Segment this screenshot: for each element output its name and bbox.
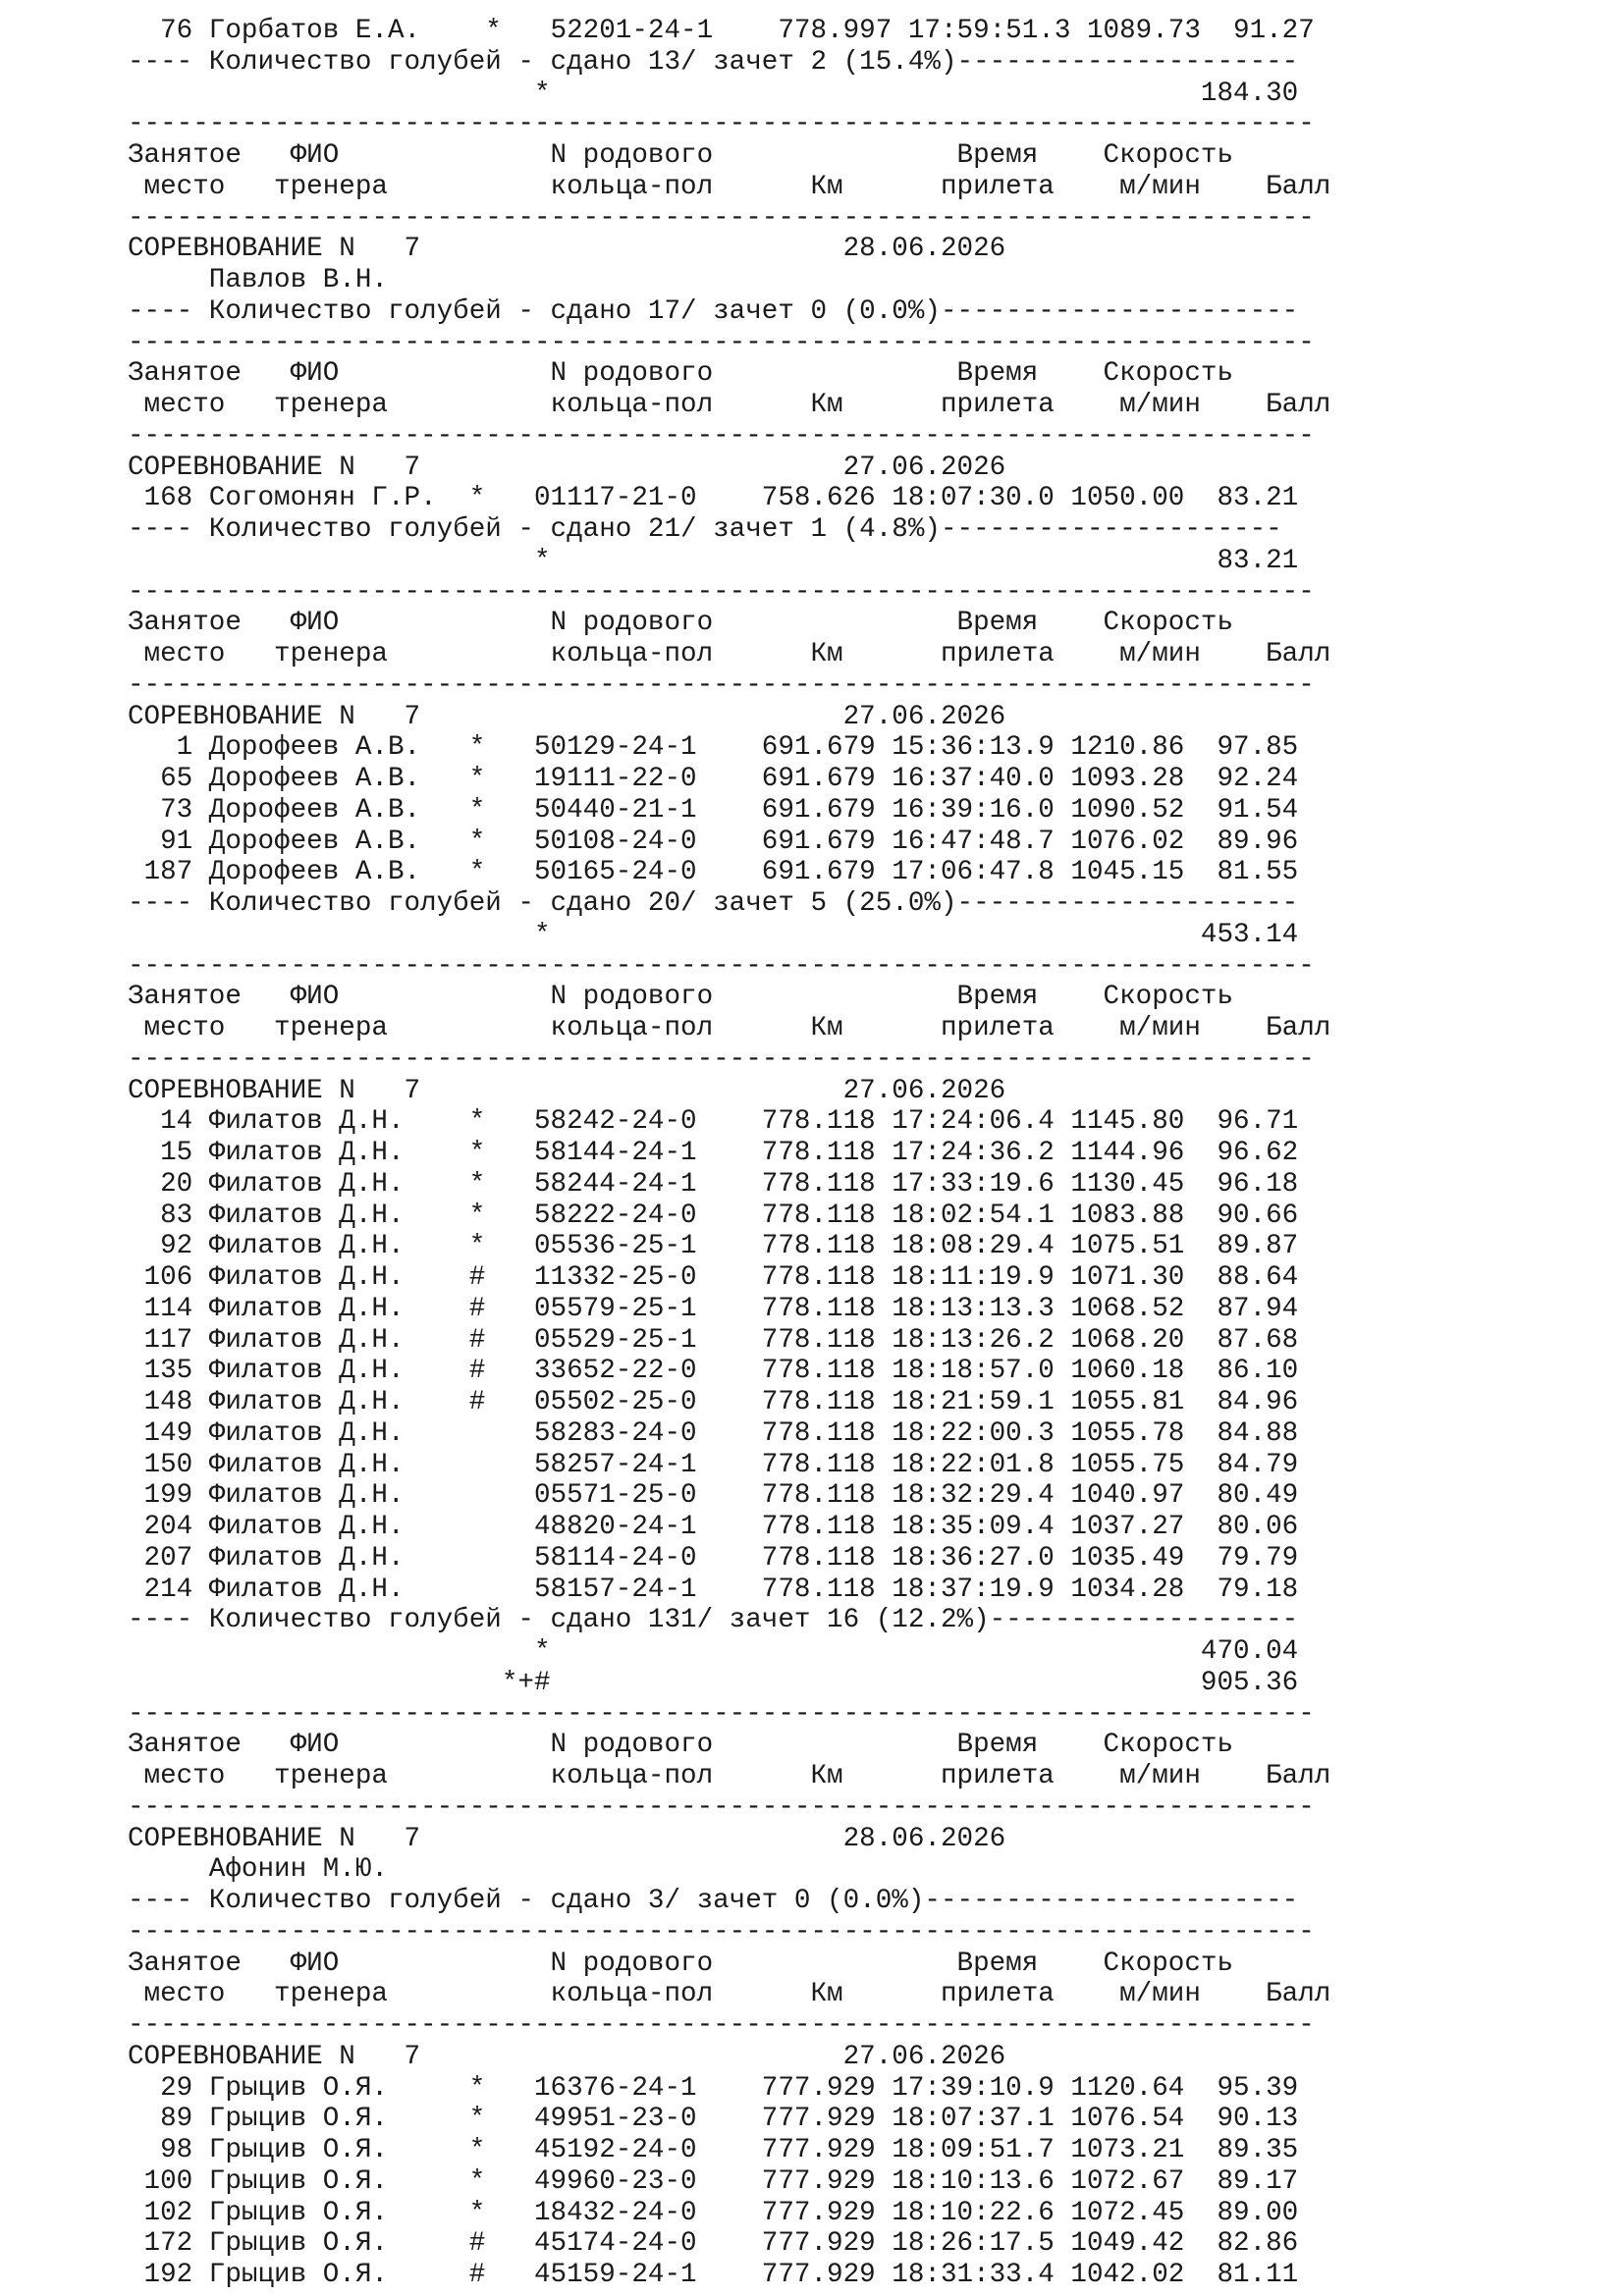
competition-header: СОРЕВНОВАНИЕ N 7 27.06.2026 — [128, 1075, 1006, 1106]
result-row: 65 Дорофеев А.В. * 19111-22-0 691.679 16:37:40.0 1093.28 92.24 — [128, 764, 1299, 794]
pigeon-count-summary: ---- Количество голубей - сдано 13/ зачет 2 (15.4%)--------------------- — [128, 46, 1299, 78]
column-header: Занятое ФИО N родового Время Скорость — [128, 982, 1234, 1013]
points-total: * 83.21 — [128, 545, 1299, 576]
competition-header: СОРЕВНОВАНИЕ N 7 27.06.2026 — [128, 701, 1006, 732]
column-header: Занятое ФИО N родового Время Скорость — [128, 1948, 1234, 1979]
column-header: место тренера кольца-пол Км прилета м/мин Балл — [128, 1979, 1331, 2010]
result-row: 1 Дорофеев А.В. * 50129-24-1 691.679 15:36:13.9 1210.86 97.85 — [128, 732, 1299, 764]
separator-line: ------------------------------------------------------------------------- — [128, 669, 1315, 701]
result-row: 83 Филатов Д.Н. * 58222-24-0 778.118 18:02:54.1 1083.88 90.66 — [128, 1200, 1299, 1231]
pigeon-count-summary: ---- Количество голубей - сдано 3/ зачет 0 (0.0%)----------------------- — [128, 1886, 1299, 1916]
competition-header: СОРЕВНОВАНИЕ N 7 28.06.2026 — [128, 1823, 1006, 1854]
separator-line: ------------------------------------------------------------------------- — [128, 1916, 1315, 1948]
result-row: 14 Филатов Д.Н. * 58242-24-0 778.118 17:24:06.4 1145.80 96.71 — [128, 1106, 1299, 1138]
result-row: 149 Филатов Д.Н. 58283-24-0 778.118 18:22:00.3 1055.78 84.88 — [128, 1417, 1299, 1449]
competition-header: СОРЕВНОВАНИЕ N 7 28.06.2026 — [128, 234, 1006, 265]
column-header: Занятое ФИО N родового Время Скорость — [128, 358, 1234, 390]
separator-line: ------------------------------------------------------------------------- — [128, 1698, 1315, 1730]
result-row: 199 Филатов Д.Н. 05571-25-0 778.118 18:32:29.4 1040.97 80.49 — [128, 1480, 1299, 1512]
separator-line: ------------------------------------------------------------------------- — [128, 327, 1315, 358]
result-row: 135 Филатов Д.Н. # 33652-22-0 778.118 18:18:57.0 1060.18 86.10 — [128, 1356, 1299, 1387]
trainer-name: Афонин М.Ю. — [128, 1854, 388, 1886]
result-row: 100 Грыцив О.Я. * 49960-23-0 777.929 18:10:13.6 1072.67 89.17 — [128, 2165, 1299, 2197]
points-total: *+# 905.36 — [128, 1667, 1299, 1698]
points-total: * 184.30 — [128, 78, 1299, 109]
result-row: 117 Филатов Д.Н. # 05529-25-1 778.118 18:13:26.2 1068.20 87.68 — [128, 1324, 1299, 1356]
points-total: * 453.14 — [128, 919, 1299, 950]
separator-line: ------------------------------------------------------------------------- — [128, 1043, 1315, 1075]
competition-header: СОРЕВНОВАНИЕ N 7 27.06.2026 — [128, 452, 1006, 483]
result-row: 92 Филатов Д.Н. * 05536-25-1 778.118 18:08:29.4 1075.51 89.87 — [128, 1231, 1299, 1262]
result-row: 89 Грыцив О.Я. * 49951-23-0 777.929 18:07:37.1 1076.54 90.13 — [128, 2104, 1299, 2135]
pigeon-count-summary: ---- Количество голубей - сдано 20/ зачет 5 (25.0%)--------------------- — [128, 888, 1299, 919]
result-row: 207 Филатов Д.Н. 58114-24-0 778.118 18:36:27.0 1035.49 79.79 — [128, 1542, 1299, 1574]
column-header: Занятое ФИО N родового Время Скорость — [128, 140, 1234, 171]
separator-line: ------------------------------------------------------------------------- — [128, 576, 1315, 608]
separator-line: ------------------------------------------------------------------------- — [128, 950, 1315, 982]
result-row: 15 Филатов Д.Н. * 58144-24-1 778.118 17:24:36.2 1144.96 96.62 — [128, 1138, 1299, 1168]
competition-header: СОРЕВНОВАНИЕ N 7 27.06.2026 — [128, 2041, 1006, 2072]
separator-line: ------------------------------------------------------------------------- — [128, 202, 1315, 234]
separator-line: ------------------------------------------------------------------------- — [128, 420, 1315, 452]
separator-line: ------------------------------------------------------------------------- — [128, 2010, 1315, 2041]
column-header: место тренера кольца-пол Км прилета м/мин Балл — [128, 1013, 1331, 1043]
column-header: место тренера кольца-пол Км прилета м/мин Балл — [128, 639, 1331, 669]
pigeon-count-summary: ---- Количество голубей - сдано 21/ зачет 1 (4.8%)--------------------- — [128, 514, 1282, 545]
column-header: место тренера кольца-пол Км прилета м/мин Балл — [128, 1761, 1331, 1791]
trainer-name: Павлов В.Н. — [128, 265, 388, 295]
result-row: 20 Филатов Д.Н. * 58244-24-1 778.118 17:33:19.6 1130.45 96.18 — [128, 1168, 1299, 1200]
result-row: 192 Грыцив О.Я. # 45159-24-1 777.929 18:31:33.4 1042.02 81.11 — [128, 2260, 1299, 2290]
result-row: 204 Филатов Д.Н. 48820-24-1 778.118 18:35:09.4 1037.27 80.06 — [128, 1512, 1299, 1542]
result-row: 114 Филатов Д.Н. # 05579-25-1 778.118 18:13:13.3 1068.52 87.94 — [128, 1293, 1299, 1324]
column-header: место тренера кольца-пол Км прилета м/мин Балл — [128, 171, 1331, 202]
pigeon-count-summary: ---- Количество голубей - сдано 131/ зачет 16 (12.2%)------------------- — [128, 1605, 1299, 1636]
pigeon-count-summary: ---- Количество голубей - сдано 17/ зачет 0 (0.0%)---------------------- — [128, 295, 1299, 327]
column-header: Занятое ФИО N родового Время Скорость — [128, 608, 1234, 639]
result-row: 98 Грыцив О.Я. * 45192-24-0 777.929 18:09:51.7 1073.21 89.35 — [128, 2135, 1299, 2165]
separator-line: ------------------------------------------------------------------------- — [128, 109, 1315, 140]
points-total: * 470.04 — [128, 1636, 1299, 1667]
column-header: место тренера кольца-пол Км прилета м/мин Балл — [128, 390, 1331, 420]
result-row: 102 Грыцив О.Я. * 18432-24-0 777.929 18:10:22.6 1072.45 89.00 — [128, 2197, 1299, 2228]
result-row: 91 Дорофеев А.В. * 50108-24-0 691.679 16:47:48.7 1076.02 89.96 — [128, 826, 1299, 857]
separator-line: ------------------------------------------------------------------------- — [128, 1791, 1315, 1823]
result-row: 106 Филатов Д.Н. # 11332-25-0 778.118 18:11:19.9 1071.30 88.64 — [128, 1262, 1299, 1293]
result-row: 150 Филатов Д.Н. 58257-24-1 778.118 18:22:01.8 1055.75 84.79 — [128, 1449, 1299, 1480]
result-row: 214 Филатов Д.Н. 58157-24-1 778.118 18:37:19.9 1034.28 79.18 — [128, 1574, 1299, 1605]
result-row: 76 Горбатов Е.А. * 52201-24-1 778.997 17:59:51.3 1089.73 91.27 — [128, 16, 1315, 46]
result-row: 187 Дорофеев А.В. * 50165-24-0 691.679 17:06:47.8 1045.15 81.55 — [128, 857, 1299, 888]
result-row: 172 Грыцив О.Я. # 45174-24-0 777.929 18:26:17.5 1049.42 82.86 — [128, 2228, 1299, 2260]
result-row: 148 Филатов Д.Н. # 05502-25-0 778.118 18:21:59.1 1055.81 84.96 — [128, 1387, 1299, 1417]
column-header: Занятое ФИО N родового Время Скорость — [128, 1730, 1234, 1761]
result-row: 29 Грыцив О.Я. * 16376-24-1 777.929 17:39:10.9 1120.64 95.39 — [128, 2072, 1299, 2104]
result-row: 168 Согомонян Г.Р. * 01117-21-0 758.626 18:07:30.0 1050.00 83.21 — [128, 483, 1299, 514]
results-printout — [128, 16, 1330, 2291]
result-row: 73 Дорофеев А.В. * 50440-21-1 691.679 16:39:16.0 1090.52 91.54 — [128, 794, 1299, 826]
